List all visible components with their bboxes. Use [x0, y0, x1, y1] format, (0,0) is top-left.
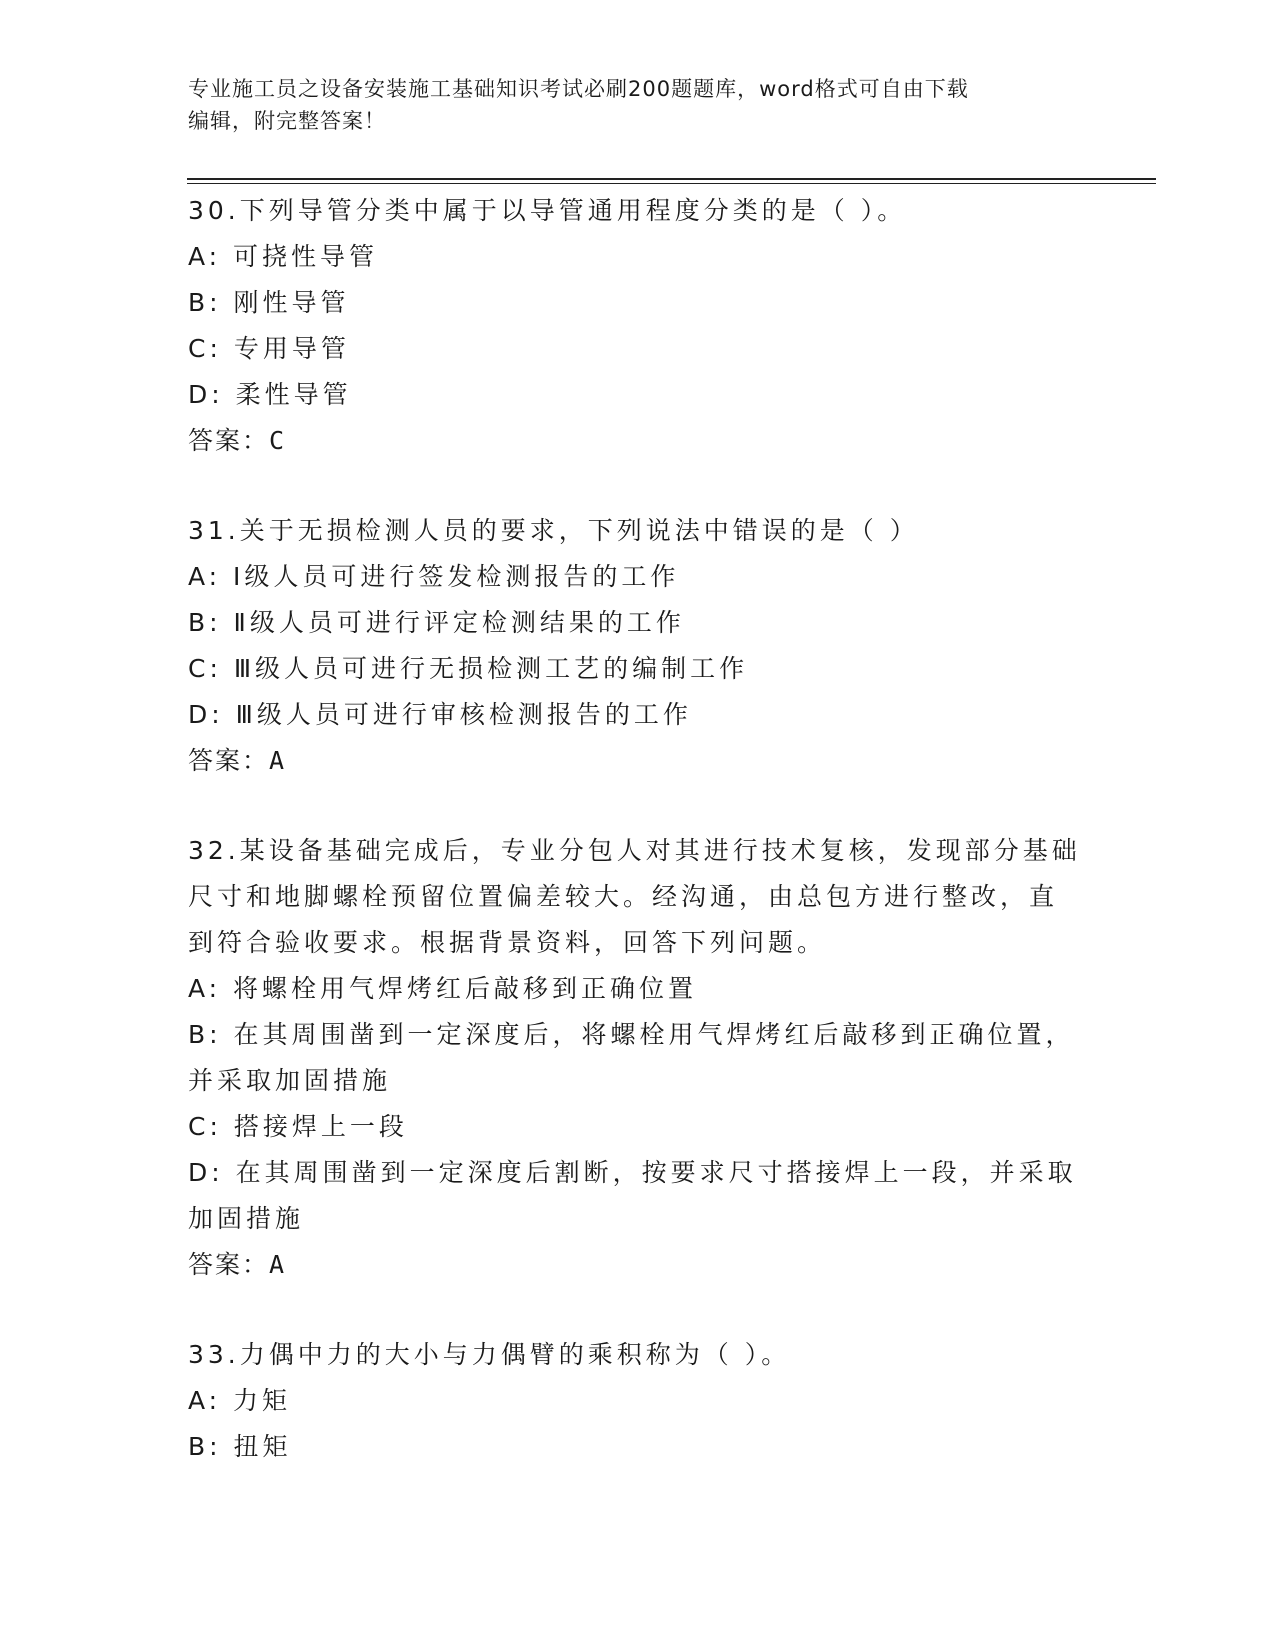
answer-label: 答案：	[188, 1250, 270, 1279]
answer-line	[188, 1242, 1088, 1288]
option-b: B: 扭矩	[188, 1432, 292, 1461]
answer-label: 答案：	[188, 426, 270, 455]
header-line-1: 专业施工员之设备安装施工基础知识考试必刷200题题库，word格式可自由下载	[188, 77, 969, 101]
question-stem-line: 尺寸和地脚螺栓预留位置偏差较大。经沟通，由总包方进行整改，直	[188, 882, 1059, 911]
option-d: D: 在其周围凿到一定深度后割断，按要求尺寸搭接焊上一段，并采取	[188, 1158, 1077, 1187]
option-b: B: 在其周围凿到一定深度后，将螺栓用气焊烤红后敲移到正确位置，	[188, 1020, 1075, 1049]
question-spacer	[188, 464, 1088, 508]
question-block	[188, 188, 1088, 464]
question-stem-line: 32.某设备基础完成后，专业分包人对其进行技术复核，发现部分基础	[188, 836, 1081, 865]
answer-value: A	[269, 1250, 287, 1279]
option-d-continued: 加固措施	[188, 1204, 305, 1233]
question-stem-line: 到符合验收要求。根据背景资料，回答下列问题。	[188, 928, 827, 957]
question-stem: 33.力偶中力的大小与力偶臂的乘积称为（ ）。	[188, 1340, 791, 1369]
question-stem: 31.关于无损检测人员的要求，下列说法中错误的是（ ）	[188, 516, 919, 545]
option-d: D: Ⅲ级人员可进行审核检测报告的工作	[188, 700, 692, 729]
header-divider-thin	[187, 183, 1156, 184]
option-a: A: 可挠性导管	[188, 242, 379, 271]
option-a: A: 将螺栓用气焊烤红后敲移到正确位置	[188, 974, 698, 1003]
option-a: A: Ⅰ级人员可进行签发检测报告的工作	[188, 562, 680, 591]
option-c: C: Ⅲ级人员可进行无损检测工艺的编制工作	[188, 654, 749, 683]
option-c: C: 搭接焊上一段	[188, 1112, 408, 1141]
option-b-continued: 并采取加固措施	[188, 1066, 392, 1095]
question-block	[188, 828, 1088, 1288]
document-header	[188, 73, 1088, 137]
header-line-2: 编辑，附完整答案！	[188, 109, 386, 133]
answer-value: A	[269, 746, 287, 775]
question-stem: 30.下列导管分类中属于以导管通用程度分类的是（ ）。	[188, 196, 907, 225]
option-b: B: 刚性导管	[188, 288, 350, 317]
option-c: C: 专用导管	[188, 334, 350, 363]
question-spacer	[188, 784, 1088, 828]
answer-line	[188, 738, 1088, 784]
question-block	[188, 508, 1088, 784]
answer-line	[188, 418, 1088, 464]
question-spacer	[188, 1288, 1088, 1332]
option-b: B: Ⅱ级人员可进行评定检测结果的工作	[188, 608, 685, 637]
question-block	[188, 1332, 1088, 1470]
header-divider-thick	[187, 178, 1156, 180]
answer-value: C	[269, 426, 287, 455]
option-d: D: 柔性导管	[188, 380, 352, 409]
option-a: A: 力矩	[188, 1386, 292, 1415]
answer-label: 答案：	[188, 746, 270, 775]
question-list	[188, 188, 1088, 1470]
